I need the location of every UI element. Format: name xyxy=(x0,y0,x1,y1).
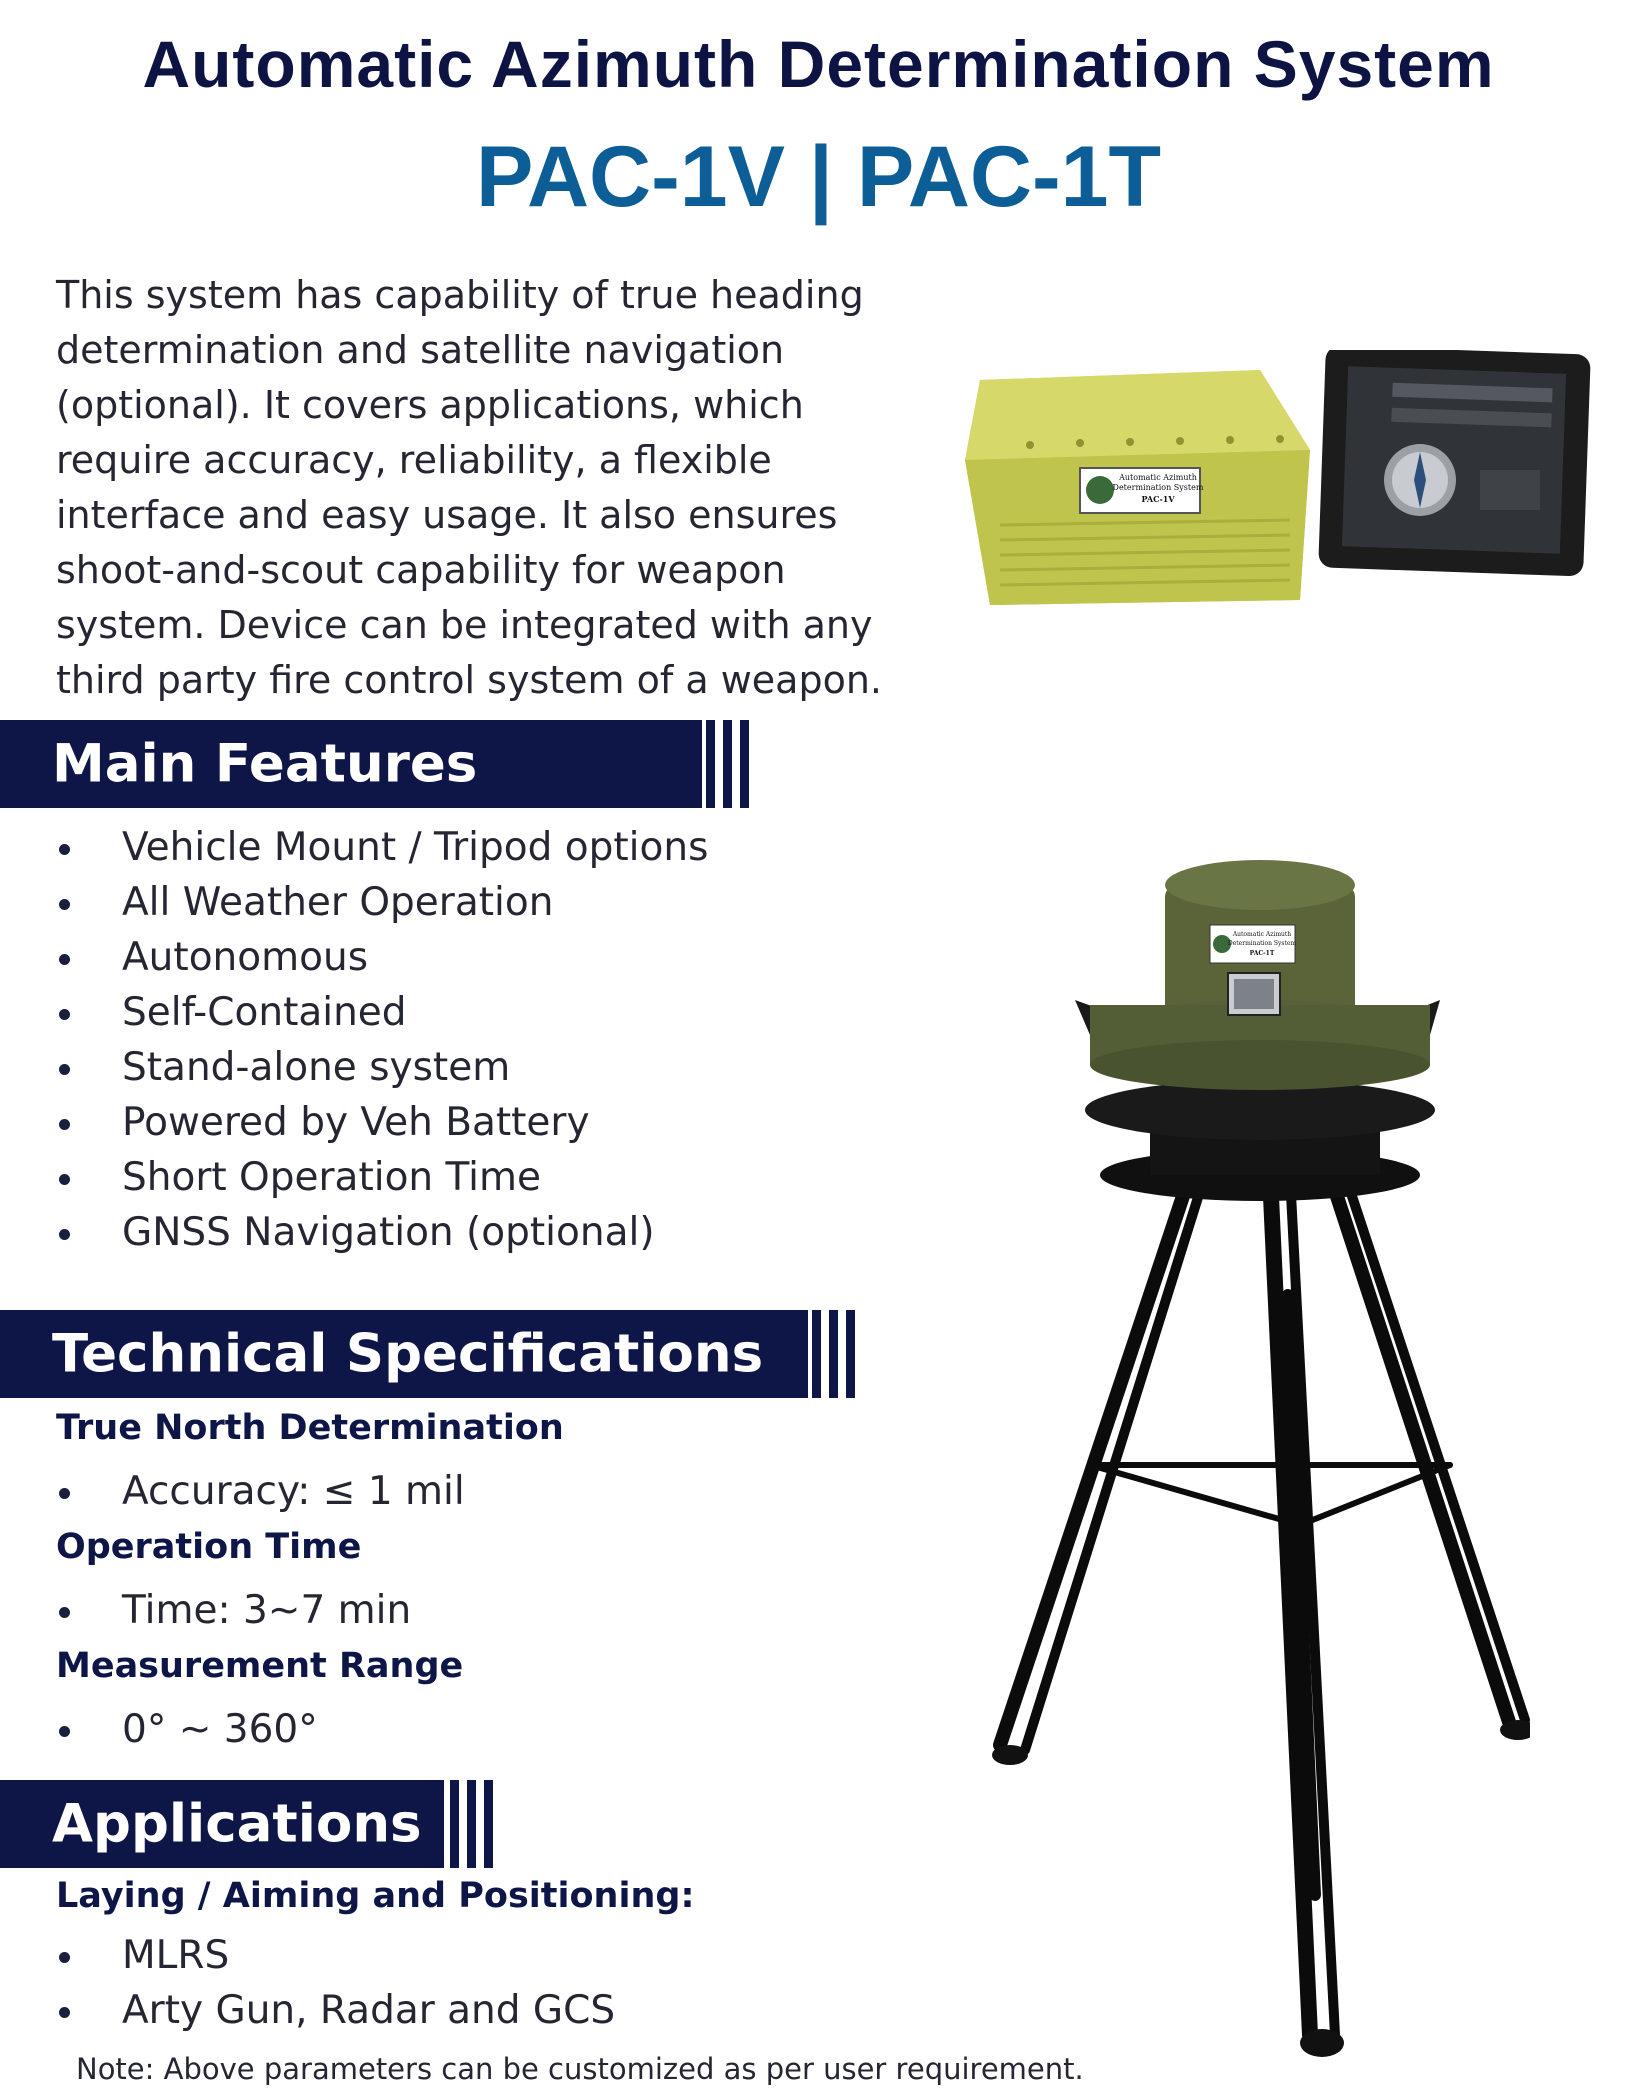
list-item: GNSS Navigation (optional) xyxy=(56,1205,708,1260)
page-title: Automatic Azimuth Determination System xyxy=(142,27,1495,101)
svg-text:Determination System: Determination System xyxy=(1227,940,1297,947)
model-names: PAC-1V | PAC-1T xyxy=(475,129,1162,225)
applications-subheading: Laying / Aiming and Positioning: xyxy=(56,1876,695,1916)
banner-stripes xyxy=(706,720,757,808)
list-item: Accuracy: ≤ 1 mil xyxy=(56,1464,465,1519)
list-item: Autonomous xyxy=(56,930,708,985)
svg-text:PAC-1V: PAC-1V xyxy=(1141,494,1175,504)
tripod-unit-image xyxy=(970,845,1530,2070)
intro-line: third party fire control system of a weapon. xyxy=(56,658,882,702)
spec-group-title: True North Determination xyxy=(56,1408,564,1448)
svg-text:Automatic Azimuth: Automatic Azimuth xyxy=(1232,931,1292,938)
list-item: Vehicle Mount / Tripod options xyxy=(56,820,708,875)
spec-group-title: Measurement Range xyxy=(56,1646,464,1686)
spec-list xyxy=(56,1702,318,1757)
emblem-icon xyxy=(1086,476,1114,504)
banner-stripes xyxy=(450,1780,501,1868)
list-item: Self-Contained xyxy=(56,985,708,1040)
intro-line: This system has capability of true heading xyxy=(56,273,864,317)
spec-list xyxy=(56,1464,465,1519)
main-features-list xyxy=(56,820,708,1260)
footer-note: Note: Above parameters can be customized as per user requirement. xyxy=(76,2052,1084,2086)
main-features-banner xyxy=(0,720,702,808)
spec-list xyxy=(56,1583,411,1638)
list-item: MLRS xyxy=(56,1928,615,1983)
intro-line: determination and satellite navigation xyxy=(56,328,785,372)
list-item: Time: 3~7 min xyxy=(56,1583,411,1638)
intro-line: interface and easy usage. It also ensures xyxy=(56,493,838,537)
list-item: All Weather Operation xyxy=(56,875,708,930)
list-item: Short Operation Time xyxy=(56,1150,708,1205)
list-item: Stand-alone system xyxy=(56,1040,708,1095)
control-unit-image xyxy=(960,350,1620,620)
list-item: Powered by Veh Battery xyxy=(56,1095,708,1150)
main-features-heading: Main Features xyxy=(52,733,478,795)
svg-text:PAC-1T: PAC-1T xyxy=(1249,950,1275,957)
applications-banner xyxy=(0,1780,444,1868)
tech-specs-banner xyxy=(0,1310,808,1398)
intro-line: (optional). It covers applications, which xyxy=(56,383,804,427)
intro-line: shoot-and-scout capability for weapon xyxy=(56,548,786,592)
applications-list xyxy=(56,1928,615,2038)
tech-specs-heading: Technical Specifications xyxy=(52,1323,764,1385)
svg-text:Determination System: Determination System xyxy=(1112,483,1204,492)
list-item: 0° ~ 360° xyxy=(56,1702,318,1757)
banner-stripes xyxy=(812,1310,863,1398)
svg-text:Automatic Azimuth: Automatic Azimuth xyxy=(1119,473,1197,482)
applications-heading: Applications xyxy=(52,1793,422,1855)
list-item: Arty Gun, Radar and GCS xyxy=(56,1983,615,2038)
spec-group-title: Operation Time xyxy=(56,1527,362,1567)
intro-line: require accuracy, reliability, a flexible xyxy=(56,438,772,482)
intro-line: system. Device can be integrated with any xyxy=(56,603,873,647)
intro-paragraph xyxy=(56,268,931,708)
